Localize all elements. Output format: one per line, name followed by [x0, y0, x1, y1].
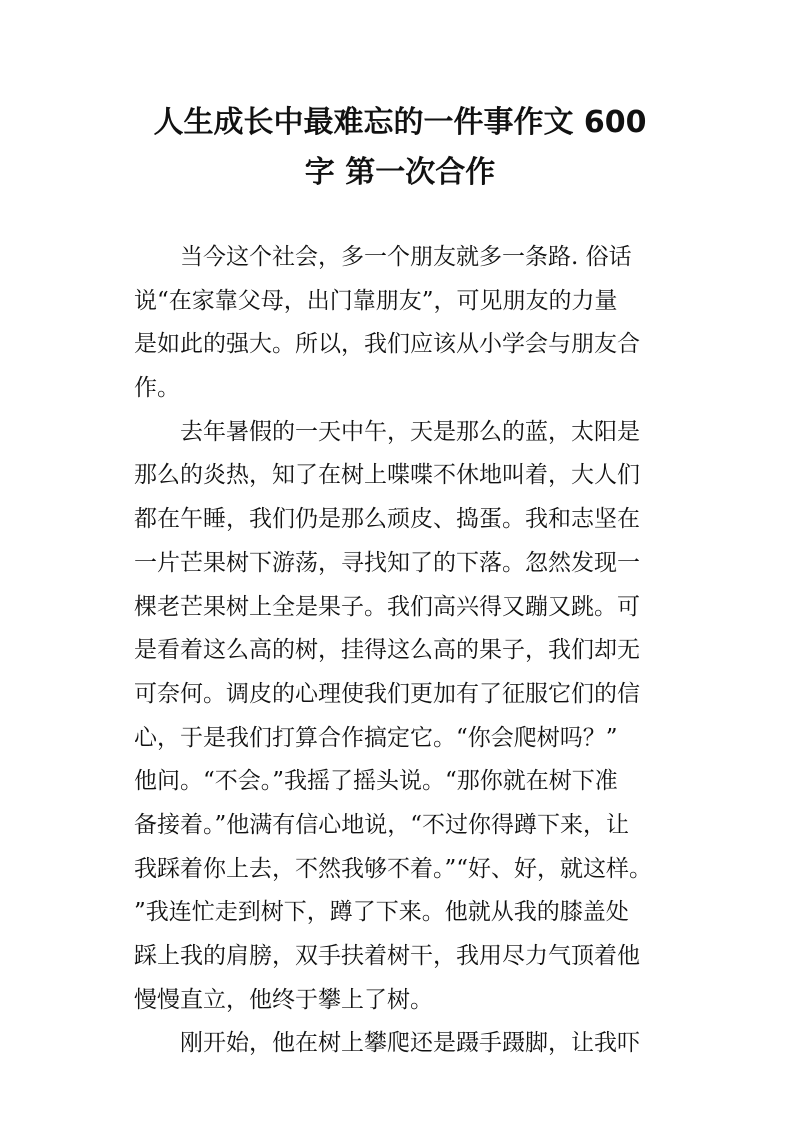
- paragraph-line: 说“在家靠父母，出门靠朋友”，可见朋友的力量: [134, 287, 618, 314]
- paragraph-line: 作。: [134, 375, 180, 402]
- paragraph-line: 踩上我的肩膀，双手扶着树干，我用尽力气顶着他: [134, 943, 640, 969]
- paragraph-line: 一片芒果树下游荡，寻找知了的下落。忽然发现一: [134, 549, 640, 576]
- document-title: [100, 98, 700, 198]
- paragraph-line: 我踩着你上去，不然我够不着。”“好、好，就这样。: [134, 855, 653, 882]
- paragraph-line: 都在午睡，我们仍是那么顽皮、捣蛋。我和志坚在: [134, 506, 640, 533]
- paragraph-line: 那么的炎热，知了在树上喋喋不休地叫着，大人们: [134, 462, 640, 489]
- title-line-2: 字 第一次合作: [304, 155, 496, 190]
- paragraph-2: [134, 411, 674, 1023]
- paragraph-line: 慢慢直立，他终于攀上了树。: [134, 986, 433, 1013]
- title-line-1: 人生成长中最难忘的一件事作文 600: [153, 105, 647, 140]
- paragraph-1: [134, 236, 674, 411]
- paragraph-line: 心，于是我们打算合作搞定它。“你会爬树吗？”: [134, 724, 618, 751]
- paragraph-line: 备接着。”他满有信心地说，“不过你得蹲下来，让: [134, 811, 630, 838]
- paragraph-line: 刚开始，他在树上攀爬还是蹑手蹑脚，让我吓: [180, 1030, 640, 1057]
- paragraph-line: 是看着这么高的树，挂得这么高的果子，我们却无: [134, 637, 640, 664]
- paragraph-line: 棵老芒果树上全是果子。我们高兴得又蹦又跳。可: [134, 593, 640, 620]
- paragraph-line: 可奈何。调皮的心理使我们更加有了征服它们的信: [134, 680, 640, 707]
- paragraph-line: 去年暑假的一天中午，天是那么的蓝，太阳是: [180, 418, 640, 445]
- paragraph-line: 是如此的强大。所以，我们应该从小学会与朋友合: [134, 331, 640, 358]
- document-body: [134, 236, 674, 1066]
- paragraph-line: ”我连忙走到树下，蹲了下来。他就从我的膝盖处: [134, 899, 629, 926]
- paragraph-line: 当今这个社会，多一个朋友就多一条路. 俗话: [180, 244, 632, 270]
- paragraph-line: 他问。“不会。”我摇了摇头说。“那你就在树下准: [134, 768, 618, 795]
- paragraph-3: [134, 1022, 674, 1066]
